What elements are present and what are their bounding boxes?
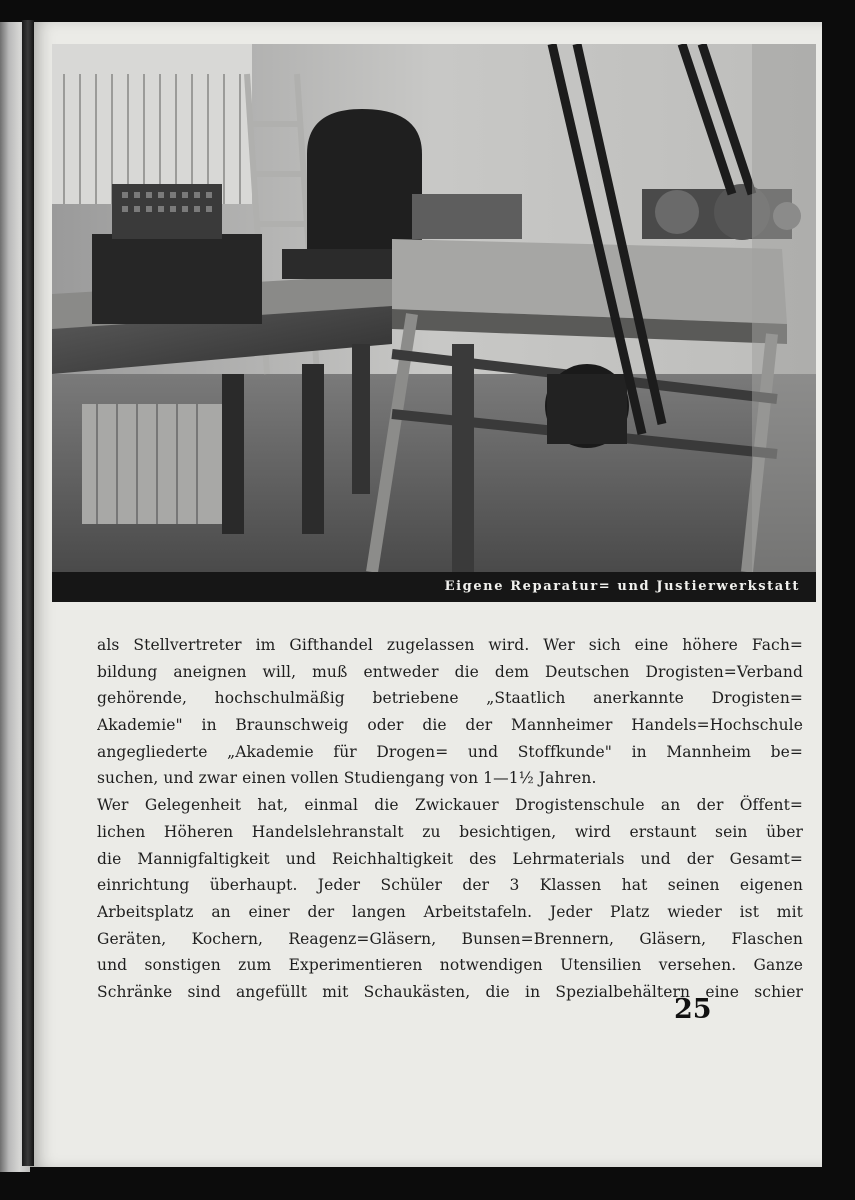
book-spine-shadow (22, 20, 34, 1166)
text-line: als Stellvertreter im Gifthandel zugelassen wird. Wer sich eine höhere Fach= (97, 636, 803, 654)
photo-caption: Eigene Reparatur= und Justierwerkstatt (444, 579, 800, 594)
page-number: 25 (674, 994, 712, 1025)
text-line: lichen Höheren Handelslehranstalt zu besichtigen, wird erstaunt sein über (97, 822, 803, 841)
workshop-photo (52, 44, 816, 572)
body-text (97, 632, 803, 1006)
photo-caption-bar (52, 572, 816, 602)
text-line: Akademie" in Braunschweig oder die der Mannheimer Handels=Hochschule (97, 716, 803, 735)
text-line: Wer Gelegenheit hat, einmal die Zwickauer Drogistenschule an der Öffent= (97, 796, 803, 815)
text-line: Geräten, Kochern, Reagenz=Gläsern, Bunsen=Brennern, Gläsern, Flaschen (97, 929, 803, 948)
text-line: die Mannigfaltigkeit und Reichhaltigkeit des Lehrmaterials und der Gesamt= (97, 849, 803, 868)
text-line: einrichtung überhaupt. Jeder Schüler der 3 Klassen hat seinen eigenen (97, 876, 803, 895)
text-line: und sonstigen zum Experimentieren notwendigen Utensilien versehen. Ganze (97, 956, 803, 975)
text-line: Arbeitsplatz an einer der langen Arbeitstafeln. Jeder Platz wieder ist mit (97, 902, 803, 921)
text-line: bildung aneignen will, muß entweder die dem Deutschen Drogisten=Verband (97, 662, 803, 681)
text-line: gehörende, hochschulmäßig betriebene „Staatlich anerkannte Drogisten= (97, 689, 803, 708)
text-line: Schränke sind angefüllt mit Schaukästen, die in Spezialbehältern eine schier (97, 982, 803, 1001)
text-line: angegliederte „Akademie für Drogen= und Stoffkunde" in Mannheim be= (97, 742, 803, 761)
text-line: suchen, und zwar einen vollen Studiengang von 1—1½ Jahren. (97, 769, 597, 788)
